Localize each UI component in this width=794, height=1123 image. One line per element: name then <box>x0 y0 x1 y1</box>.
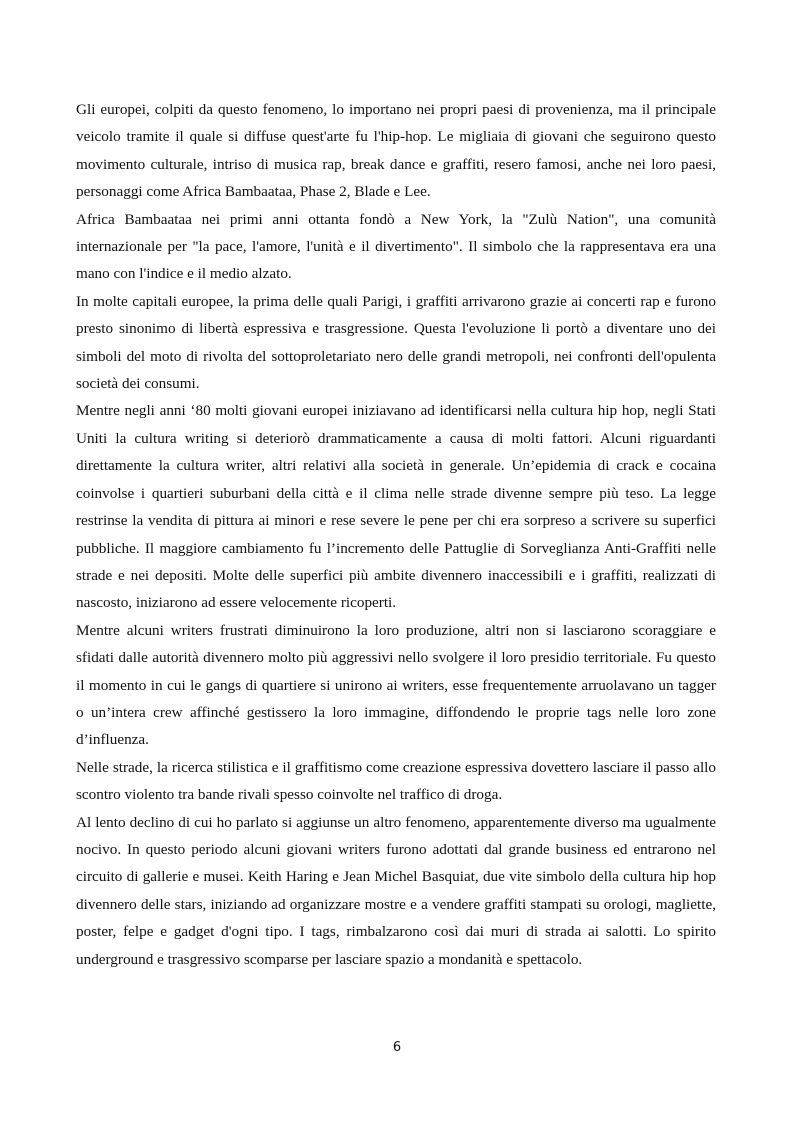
document-body <box>76 96 716 973</box>
paragraph-6: Nelle strade, la ricerca stilistica e il graffitismo come creazione espressiva dovettero lasciare il passo allo scontro violento tra bande rivali spesso coinvolte nel traffico di droga. <box>76 758 716 804</box>
paragraph-4: Mentre negli anni ‘80 molti giovani europei iniziavano ad identificarsi nella cultura hip hop, negli Stati Uniti la cultura writing si deteriorò drammaticamente a causa di molti fattori. Alcuni riguardanti direttamente la cultura writer, altri relativi alla società in generale. Un’epidemia di crack e cocaina coinvolse i quartieri suburbani della città e il clima nelle strade divenne sempre più teso. La legge restrinse la vendita di pittura ai minori e rese severe le pene per chi era sorpreso a scrivere su superfici pubbliche. Il maggiore cambiamento fu l’incremento delle Pattuglie di Sorveglianza Anti-Graffiti nelle strade e nei depositi. Molte delle superfici più ambite divennero inaccessibili e i graffiti, realizzati di nascosto, iniziarono ad essere velocemente ricoperti. <box>76 402 716 612</box>
paragraph-1: Gli europei, colpiti da questo fenomeno, lo importano nei propri paesi di provenienza, ma il principale veicolo tramite il quale si diffuse quest'arte fu l'hip-hop. Le migliaia di giovani che seguirono questo movimento culturale, intriso di musica rap, break dance e graffiti, resero famosi, anche nei loro paesi, personaggi come Africa Bambaataa, Phase 2, Blade e Lee. <box>76 101 716 201</box>
paragraph-2: Africa Bambaataa nei primi anni ottanta fondò a New York, la "Zulù Nation", una comunità internazionale per "la pace, l'amore, l'unità e il divertimento". Il simbolo che la rappresentava era una mano con l'indice e il medio alzato. <box>76 210 716 283</box>
paragraph-7: Al lento declino di cui ho parlato si aggiunse un altro fenomeno, apparentemente diverso ma ugualmente nocivo. In questo periodo alcuni giovani writers furono adottati dal grande business ed entrarono nel circuito di gallerie e musei. Keith Haring e Jean Michel Basquiat, due vite simbolo della cultura hip hop divennero delle stars, iniziando ad organizzare mostre e a vendere graffiti stampati su orologi, magliette, poster, felpe e gadget d'ogni tipo. I tags, rimbalzarono così dai muri di strada ai salotti. Lo spirito underground e trasgressivo scomparse per lasciare spazio a mondanità e spettacolo. <box>76 813 716 968</box>
paragraph-3: In molte capitali europee, la prima delle quali Parigi, i graffiti arrivarono grazie ai concerti rap e furono presto sinonimo di libertà espressiva e trasgressione. Questa l'evoluzione li portò a diventare uno dei simboli del moto di rivolta del sottoproletariato nero delle grandi metropoli, nei confronti dell'opulenta società dei consumi. <box>76 292 716 393</box>
page-number: 6 <box>392 1040 402 1055</box>
paragraph-5: Mentre alcuni writers frustrati diminuirono la loro produzione, altri non si lasciarono scoraggiare e sfidati dalle autorità divennero molto più aggressivi nello svolgere il loro presidio territoriale. Fu questo il momento in cui le gangs di quartiere si unirono ai writers, esse frequentemente arruolavano un tagger o un’intera crew affinché gestissero la loro immagine, diffondendo le proprie tags nelle loro zone d’influenza. <box>76 621 716 749</box>
